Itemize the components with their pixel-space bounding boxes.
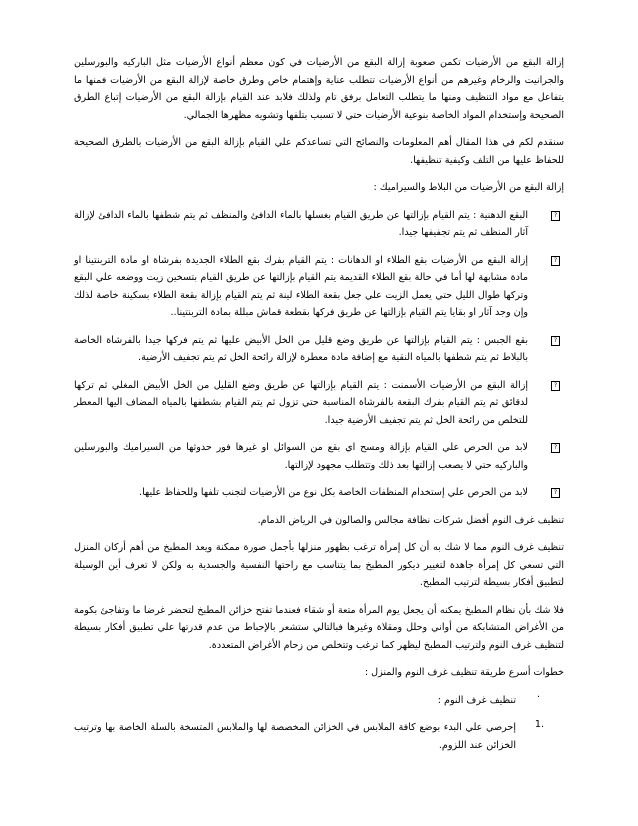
tiles-heading: إزالة البقع من الأرضيات من البلاط والسيراميك : bbox=[373, 182, 564, 193]
kitchen-paragraph: تنظيف غرف النوم مما لا شك به أن كل إمرأة ترغب بظهور منزلها بأجمل صورة ممكنة ويعد المطبخ من أهم أركان المنزل التي تسعي كل إمرأة جاهدة لتغيير ديكور المطبخ بما يتناسب مع راحتها النفسية والجسدية به ولكن لا تعرف أين الوسيلة لتطبيق أفكار بسيطة لترتيب المطبخ. bbox=[74, 542, 564, 588]
tip-proper-cleaners bbox=[74, 484, 564, 502]
tip-text: البقع الدهنية : يتم القيام بإزالتها عن طريق القيام بغسلها بالماء الدافئ والمنظف ثم يتم شطفها بالماء الدافئ لإزالة آثار المنظف ثم يتم تجفيفها جيدا. bbox=[74, 209, 528, 238]
tip-text: إزالة البقع من الأرضيات بقع الطلاء او الدهانات : يتم القيام بفرك بقع الطلاء الجديدة بفرشاة او مادة التربنتينا او مادة مشابهة لها أما في حالة بقع الطلاء القديمة يتم القيام بإزالتها عن طريق القيام بتسخين زيت ووضعه علي البقع وتركها طوال الليل حتي يعمل الزيت علي جعل بقعة الطلاء لينة ثم يتم القيام بإزالة بقعة الطلاء بسكينة خاصة لذلك وإن وجد آثار او بقايا يتم القيام بإزالتها عن طريق فركها بقطعة قماش مبللة بمادة التربنتينا.. bbox=[74, 254, 528, 318]
tip-paint-stains bbox=[74, 252, 564, 322]
tip-greasy-stains bbox=[74, 207, 564, 242]
step-text: تنظيف غرف النوم : bbox=[437, 694, 516, 706]
bullet-box-icon: ? bbox=[551, 211, 560, 221]
bullet-box-icon: ? bbox=[551, 488, 560, 498]
bullet-box-icon: ? bbox=[551, 381, 560, 391]
step-marker: · bbox=[536, 691, 540, 703]
bullet-box-icon: ? bbox=[551, 336, 560, 346]
step-number: 1. bbox=[534, 719, 544, 730]
tip-text: لابد من الحرص علي القيام بإزالة ومسح اي بقع من السوائل او غيرها فور حدوثها من السيراميك والبورسلين والباركيه حتي لا يصعب إزالتها بعد ذلك وتتطلب مجهود لإزالتها. bbox=[74, 442, 528, 471]
tip-text: لابد من الحرص علي إستخدام المنظفات الخاصة بكل نوع من الأرضيات لتجنب تلفها وللحفاظ عليها. bbox=[139, 487, 528, 498]
bedroom-cleaning-paragraph: تنظيف غرف النوم أفضل شركات نظافة مجالس والصالون في الرياض الدمام. bbox=[257, 514, 564, 526]
tip-plaster-stains bbox=[74, 332, 564, 367]
tip-wipe-spills bbox=[74, 439, 564, 474]
tip-text: بقع الجبس : يتم القيام بإزالتها عن طريق وضع قليل من الخل الأبيض عليها ثم يتم فركها جيدا بالفرشاة الخاصة بالبلاط ثم يتم شطفها بالمياه النقية مع إضافة مادة معطرة لإزالة رائحة الخل ثم يتم تجفيف الأرضية. bbox=[74, 334, 528, 363]
step-item-bedrooms bbox=[74, 692, 564, 710]
kitchen-order-paragraph: فلا شك بأن نظام المطبخ يمكنه أن يجعل يوم المرأة متعة أو شقاء فعندما تفتح خزائن المطبخ لتحضر غرضا ما وتفاجئ بكومة من الأغراض المتشابكة من أواني وحلل ومقلاة وغيرها فبالتالي ستشعر بالإحباط من عدم قدرتها علي تطبيق أفكار بسيطة لتنظيف غرف النوم ولترتيب المطبخ ليظهر كما ترغب وتتخلص من زحام الأغراض المتعددة. bbox=[74, 604, 564, 651]
step-text: إحرصي علي البدء بوضع كافة الملابس في الخزائن المخصصة لها والملابس المتسخة بالسلة الخاصة بها وترتيب الخزائن عند اللزوم. bbox=[74, 722, 516, 751]
step-item-1 bbox=[74, 719, 564, 754]
steps-heading: خطوات أسرع طريقة تنظيف غرف النوم والمنزل : bbox=[364, 667, 564, 678]
tip-text: إزالة البقع من الأرضيات الأسمنت : يتم القيام بإزالتها عن طريق وضع القليل من الخل الأبيض المغلي ثم تركها لدقائق ثم يتم القيام بفرك البقعة بالفرشاة المناسبة حتي تزول ثم يتم القيام بشطفها بالمياه المضاف اليها المعطر للتخلص من رائحة الخل ثم يتم تجفيف الأرضية جيدا. bbox=[74, 379, 528, 426]
intro-paragraph: إزالة البقع من الأرضيات تكمن صعوبة إزالة البقع من الأرضيات في كون معظم أنواع الأرضيات مثل الباركيه والبورسلين والجرانيت والرخام وغيرهم من أنواع الأرضيات تتطلب عناية وإهتمام خاص وطرق خاصة لإزالة البقع من الأرضيات فمنها ما يتفاعل مع مواد التنظيف ومنها ما يتطلب التعامل برفق تام ولذلك فلابد عند القيام بإزالة البقع من الأرضيات إتباع الطرق الصحيحة وإستخدام المواد الخاصة بنوعية الأرضيات حتي لا تسبب بتلفها وتشويه مظهرها الجمالي. bbox=[74, 57, 564, 121]
bullet-box-icon: ? bbox=[551, 443, 560, 453]
tip-cement-floors bbox=[74, 377, 564, 430]
bullet-box-icon: ? bbox=[551, 256, 560, 266]
offer-paragraph: سنقدم لكم في هذا المقال أهم المعلومات والنصائح التي تساعدكم علي القيام بإزالة البقع من الأرضيات بالطرق الصحيحة للحفاظ عليها من التلف وكيفية تنظيفها. bbox=[74, 137, 564, 166]
